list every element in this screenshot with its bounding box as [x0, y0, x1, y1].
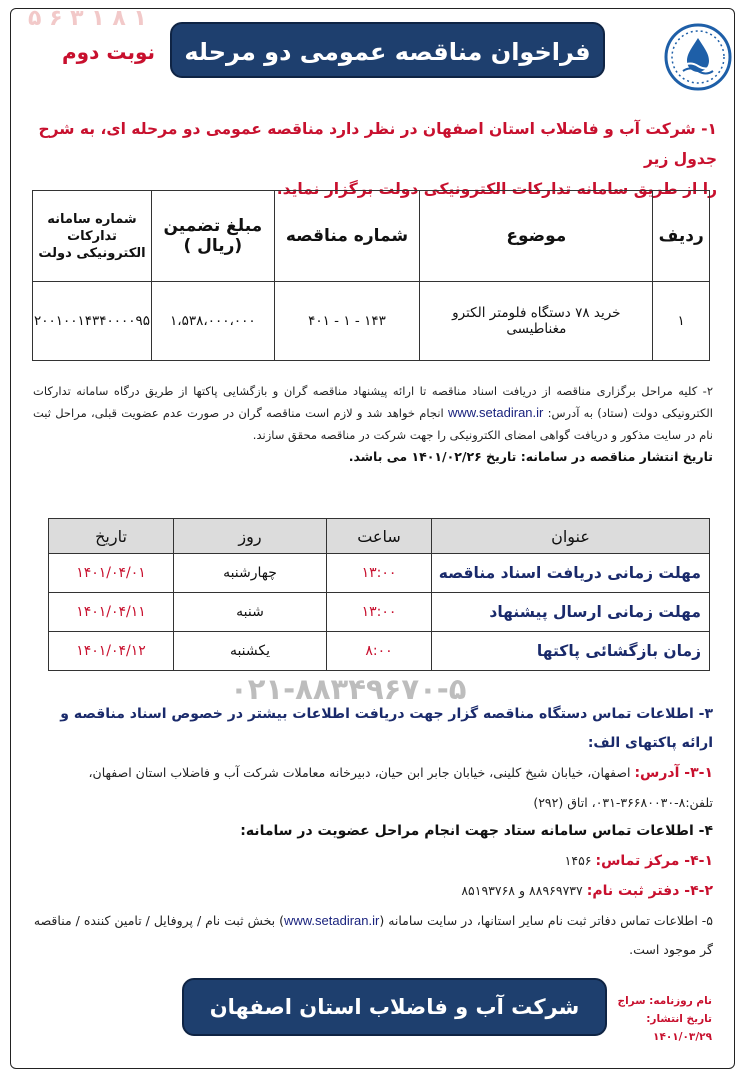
setad-link[interactable]: www.setadiran.ir — [448, 405, 544, 420]
section-3 — [33, 700, 713, 964]
section-2-text-a: ۲- کلیه مراحل برگزاری مناقصه از دریافت اسناد مناقصه تا ارائه پیشنهاد مناقصه گران و بازگشایی پاکتها از طریق درگاه سامانه تدارکات الکترونیکی دولت (ستاد) به آدرس: — [33, 384, 713, 420]
table-row — [49, 593, 710, 632]
cell-title: مهلت زمانی دریافت اسناد مناقصه — [432, 554, 710, 593]
call-center-line — [33, 846, 713, 876]
header-date: تاریخ — [49, 519, 174, 554]
office-numbers: ۸۸۹۶۹۷۳۷ و ۸۵۱۹۳۷۶۸ — [461, 883, 583, 898]
round-label: نوبت دوم — [62, 40, 156, 64]
section-5-text-b: ) بخش ثبت نام / پروفایل / تامین کننده / مناقصه گر موجود است. — [33, 913, 713, 957]
cell-day: چهارشنبه — [174, 554, 327, 593]
header-time: ساعت — [327, 519, 432, 554]
watermark-phone: ۰۲۱-۸۸۳۴۹۶۷۰-۵ — [230, 672, 467, 706]
cell-subject: خرید ۷۸ دستگاه فلومتر الکترو مغناطیسی — [420, 282, 653, 361]
call-center-number: ۱۴۵۶ — [564, 853, 592, 868]
header-title: عنوان — [432, 519, 710, 554]
cell-time: ۱۳:۰۰ — [327, 554, 432, 593]
newspaper-name: نام روزنامه: سراج — [617, 995, 712, 1007]
section-5 — [33, 906, 713, 964]
cell-day: یکشنبه — [174, 632, 327, 671]
cell-time: ۸:۰۰ — [327, 632, 432, 671]
address-line — [33, 758, 713, 817]
call-center-label: ۴-۱- مرکز تماس: — [595, 853, 713, 869]
schedule-table-header — [49, 519, 710, 554]
header-subject: موضوع — [420, 191, 653, 282]
cell-date: ۱۴۰۱/۰۴/۰۱ — [49, 554, 174, 593]
schedule-table — [48, 518, 710, 671]
section-5-text-a: ۵- اطلاعات تماس دفاتر ثبت نام سایر استانها، در سایت سامانه ( — [379, 913, 713, 928]
cell-row: ۱ — [653, 282, 710, 361]
setad-link-2[interactable]: www.setadiran.ir — [283, 913, 380, 928]
publish-date-line: تاریخ انتشار مناقصه در سامانه: تاریخ ۱۴۰۱/۰۲/۲۶ می باشد. — [348, 449, 713, 464]
office-label: ۴-۲- دفتر ثبت نام: — [586, 883, 713, 899]
cell-day: شنبه — [174, 593, 327, 632]
section-2 — [33, 380, 713, 468]
tender-table-header — [33, 191, 710, 282]
address-text: اصفهان، خیابان شیخ کلینی، خیابان جابر ابن حیان، دبیرخانه معاملات شرکت آب و فاضلاب استان اصفهان، تلفن:۸-۳۶۶۸۰۰۳۰-۰۳۱، اتاق (۲۹۲) — [88, 765, 713, 810]
section-2-text-b: انجام خواهد شد و لازم است مناقصه گران در صورت عدم عضویت قبلی، مراحل ثبت نام در سایت مذکور و دریافت گواهی امضای الکترونیکی را جهت شرکت در مناقصه محقق سازند. — [33, 406, 713, 442]
cell-time: ۱۳:۰۰ — [327, 593, 432, 632]
cell-date: ۱۴۰۱/۰۴/۱۱ — [49, 593, 174, 632]
address-label: ۳-۱- آدرس: — [634, 765, 713, 781]
faint-number: ۵ ۶ ۳ ۱ ۸ ۱ — [28, 6, 147, 31]
tender-table — [32, 190, 710, 361]
cell-number: ۱۴۳ - ۱ - ۴۰۱ — [274, 282, 420, 361]
cell-title: زمان بازگشائی پاکتها — [432, 632, 710, 671]
cell-system-no: ۲۰۰۱۰۰۱۴۳۴۰۰۰۰۹۵ — [33, 282, 152, 361]
header-system-no: شماره سامانه تدارکات الکترونیکی دولت — [33, 191, 152, 282]
header — [0, 0, 745, 122]
header-amount: مبلغ تضمین (ریال ) — [152, 191, 275, 282]
table-row — [49, 554, 710, 593]
publication-info — [592, 992, 712, 1046]
intro-line-1: ۱- شرکت آب و فاضلاب استان اصفهان در نظر دارد مناقصه عمومی دو مرحله ای، به شرح جدول زیر — [38, 120, 717, 168]
cell-title: مهلت زمانی ارسال پیشنهاد — [432, 593, 710, 632]
table-row — [49, 632, 710, 671]
section-3-heading: ۳- اطلاعات تماس دستگاه مناقصه گزار جهت دریافت اطلاعات بیشتر در خصوص اسناد مناقصه و ارائه پاکتهای الف: — [60, 706, 713, 751]
page-title: فراخوان مناقصه عمومی دو مرحله ای — [170, 22, 605, 78]
header-day: روز — [174, 519, 327, 554]
office-line — [33, 876, 713, 906]
table-row — [33, 282, 710, 361]
cell-amount: ۱،۵۳۸،۰۰۰،۰۰۰ — [152, 282, 275, 361]
publication-date: تاریخ انتشار: ۱۴۰۱/۰۳/۲۹ — [646, 1013, 712, 1043]
intro-line-2: را از طریق سامانه تدارکات الکترونیکی دولت برگزار نماید. — [276, 180, 717, 198]
section-4-heading: ۴- اطلاعات تماس سامانه ستاد جهت انجام مراحل عضویت در سامانه: — [240, 823, 713, 839]
header-number: شماره مناقصه — [274, 191, 420, 282]
cell-date: ۱۴۰۱/۰۴/۱۲ — [49, 632, 174, 671]
header-row: ردیف — [653, 191, 710, 282]
footer-company: شرکت آب و فاضلاب استان اصفهان — [182, 978, 607, 1036]
water-company-logo-icon — [663, 22, 733, 92]
